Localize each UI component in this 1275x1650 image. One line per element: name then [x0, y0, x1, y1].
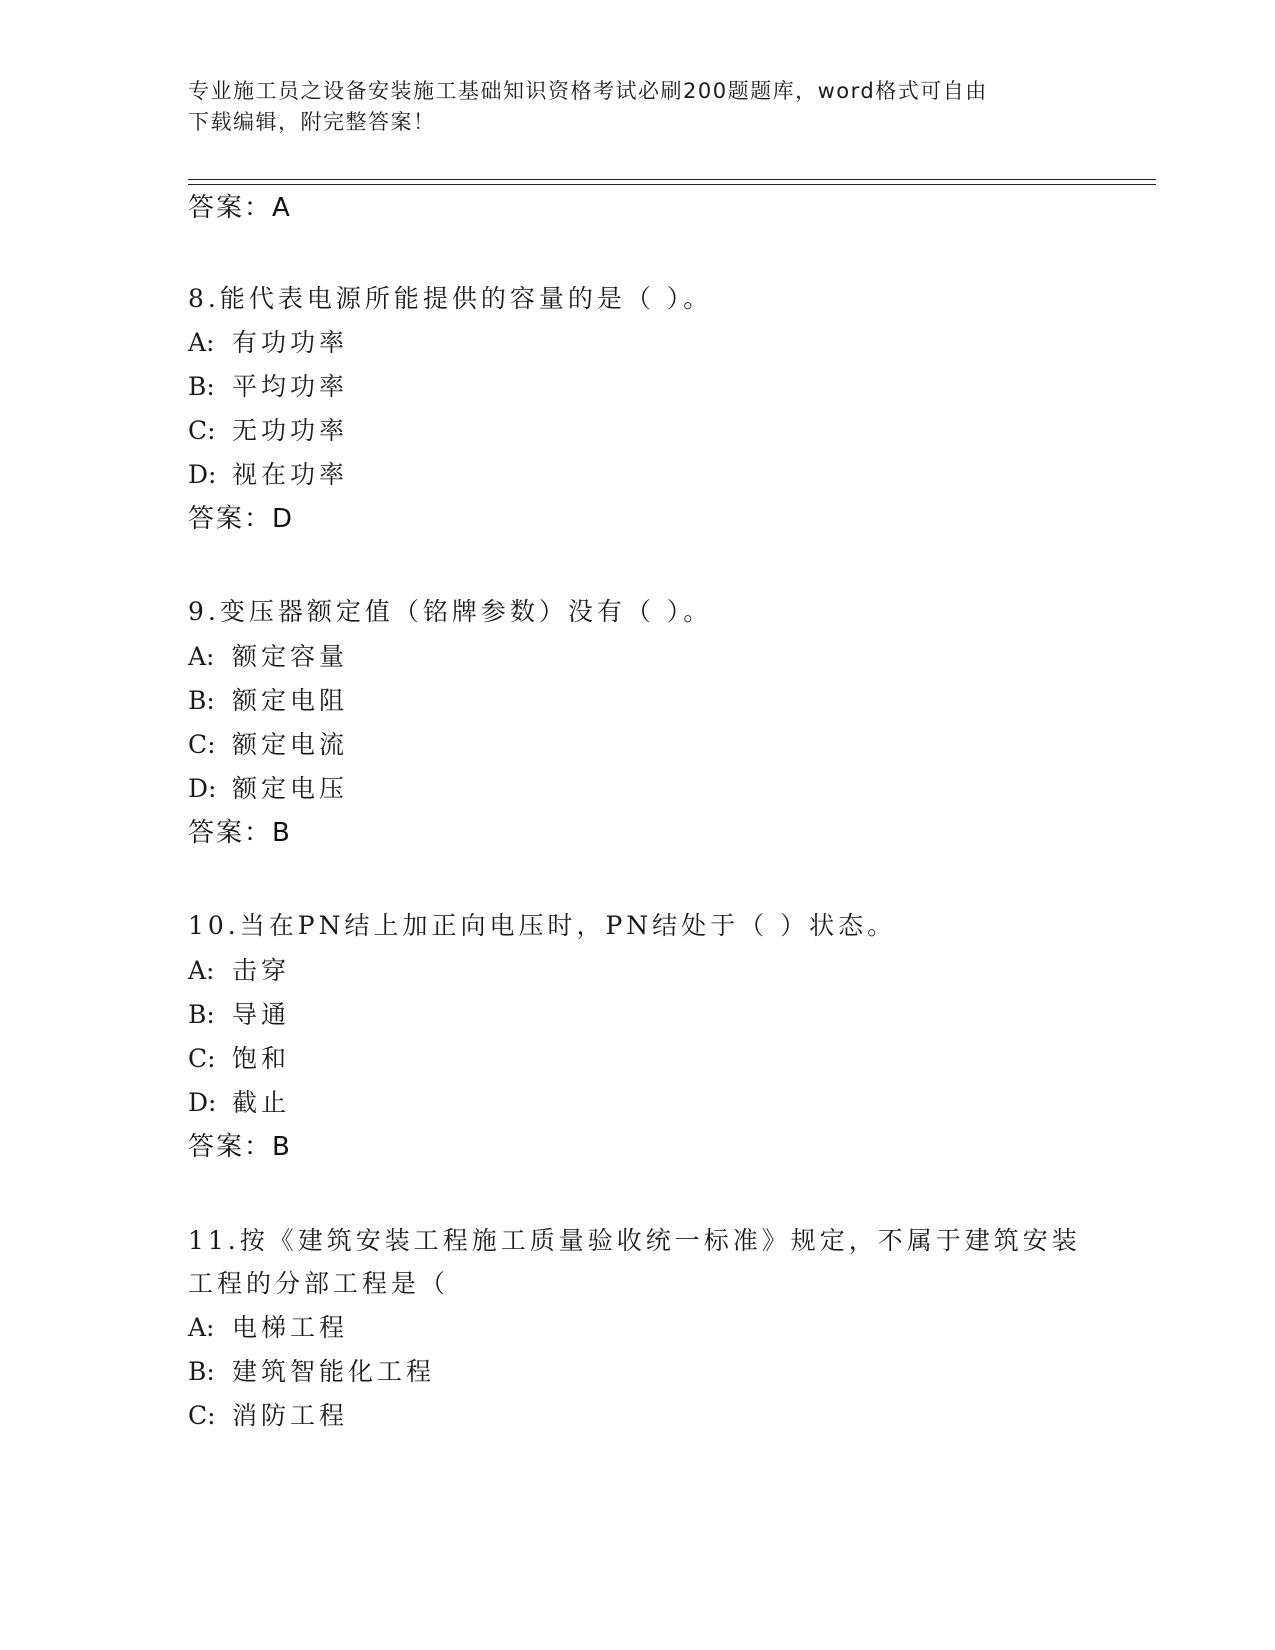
option-key: C:: [188, 1044, 216, 1073]
question-9-option-b: [188, 685, 348, 717]
option-text: 额定电压: [232, 774, 349, 803]
question-9-stem: 9.变压器额定值（铭牌参数）没有（ ）。: [188, 597, 713, 626]
question-11-option-b: [188, 1356, 435, 1388]
option-text: 消防工程: [232, 1401, 349, 1430]
question-8-answer: 答案：D: [188, 504, 295, 534]
option-text: 视在功率: [232, 460, 349, 489]
option-key: B:: [188, 686, 215, 715]
option-key: A:: [188, 642, 215, 671]
option-key: B:: [188, 372, 215, 401]
option-key: D:: [188, 460, 217, 489]
option-text: 电梯工程: [232, 1313, 349, 1342]
option-text: 建筑智能化工程: [232, 1357, 436, 1386]
question-9-option-d: [188, 773, 348, 805]
question-10-stem: 10.当在PN结上加正向电压时，PN结处于（ ）状态。: [188, 911, 897, 940]
option-text: 额定容量: [232, 642, 349, 671]
option-key: C:: [188, 1401, 216, 1430]
option-key: C:: [188, 730, 216, 759]
option-text: 有功功率: [232, 328, 349, 357]
question-10-answer: 答案：B: [188, 1132, 292, 1162]
option-text: 无功功率: [232, 416, 349, 445]
option-text: 平均功率: [232, 372, 349, 401]
question-8-option-c: [188, 415, 348, 447]
document-header: [188, 76, 1068, 138]
header-divider-bottom: [188, 184, 1156, 185]
header-line-2: 下载编辑，附完整答案！: [188, 110, 436, 134]
question-10-option-b: [188, 999, 290, 1031]
question-10-option-d: [188, 1087, 290, 1119]
question-8-option-b: [188, 371, 348, 403]
option-text: 饱和: [232, 1044, 291, 1073]
question-8-option-d: [188, 459, 348, 491]
question-10-option-c: [188, 1043, 290, 1075]
option-key: D:: [188, 774, 217, 803]
question-9-option-a: [188, 641, 348, 673]
option-text: 击穿: [232, 956, 291, 985]
question-9-option-c: [188, 729, 348, 761]
option-key: D:: [188, 1088, 217, 1117]
question-8-stem: 8.能代表电源所能提供的容量的是（ ）。: [188, 284, 713, 313]
question-10-option-a: [188, 955, 290, 987]
option-key: C:: [188, 416, 216, 445]
option-key: A:: [188, 956, 215, 985]
option-text: 截止: [232, 1088, 291, 1117]
question-11-option-a: [188, 1312, 348, 1344]
question-11-stem-line-1: 11.按《建筑安装工程施工质量验收统一标准》规定，不属于建筑安装: [188, 1226, 1081, 1255]
option-text: 额定电流: [232, 730, 349, 759]
option-key: A:: [188, 1313, 215, 1342]
option-key: A:: [188, 328, 215, 357]
answer-previous: 答案：A: [188, 193, 292, 223]
option-key: B:: [188, 1000, 215, 1029]
option-key: B:: [188, 1357, 215, 1386]
question-8-option-a: [188, 327, 348, 359]
option-text: 导通: [232, 1000, 291, 1029]
question-11-option-c: [188, 1400, 348, 1432]
option-text: 额定电阻: [232, 686, 349, 715]
question-9-answer: 答案：B: [188, 818, 292, 848]
header-line-1: 专业施工员之设备安装施工基础知识资格考试必刷200题题库，word格式可自由: [188, 79, 988, 103]
header-divider-top: [188, 179, 1156, 180]
question-11-stem-line-2: 工程的分部工程是（: [188, 1269, 450, 1298]
